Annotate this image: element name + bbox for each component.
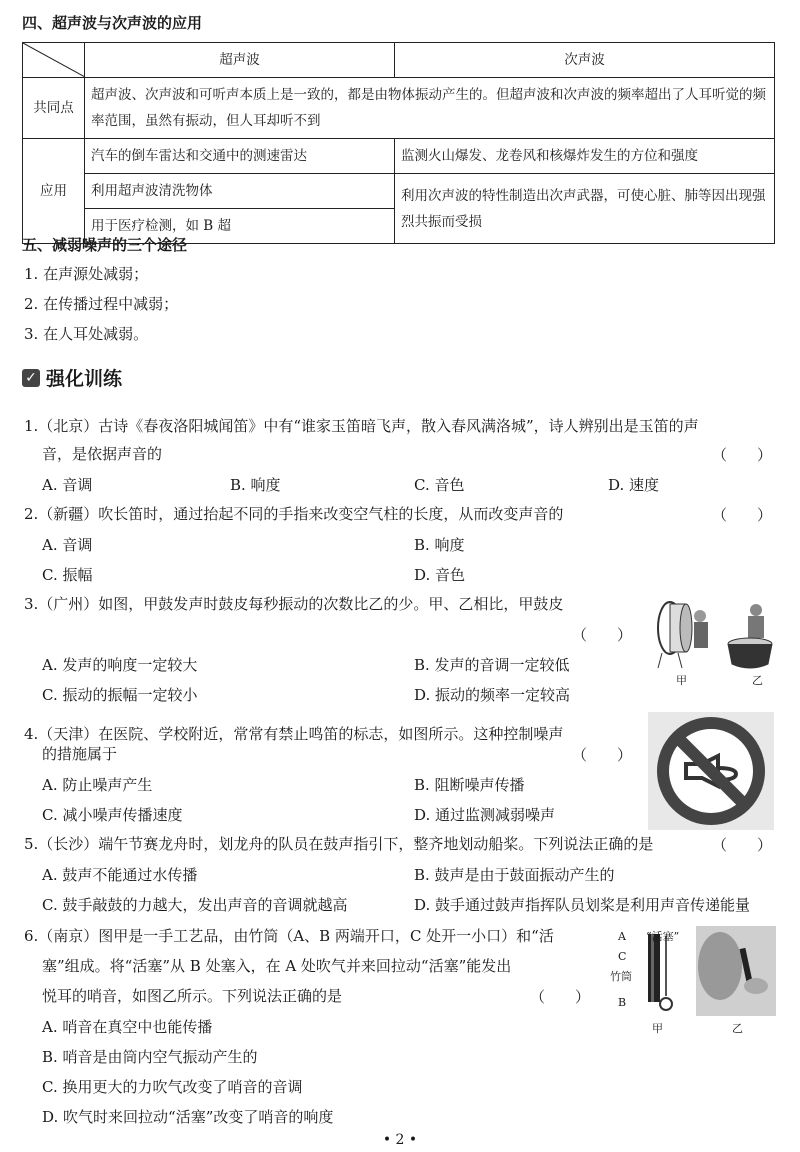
q2-option-b: B. 响度 [414, 536, 465, 554]
infra-app-1: 监测火山爆发、龙卷风和核爆炸发生的方位和强度 [395, 139, 775, 174]
q3-fig-label-yi: 乙 [752, 674, 763, 687]
q3-option-c: C. 振动的振幅一定较小 [42, 686, 198, 704]
q6-stem-line-2: 塞”组成。将“活塞”从 B 处塞入，在 A 处吹气并来回拉动“活塞”能发出 [42, 957, 512, 975]
q5-option-c: C. 鼓手敲鼓的力越大，发出声音的音调就越高 [42, 896, 348, 914]
q6-answer-paren: （ ） [530, 988, 591, 1006]
q1-answer-paren: （ ） [712, 446, 773, 464]
header-ultrasonic: 超声波 [85, 43, 395, 78]
q4-stem-line-1: 4.（天津）在医院、学校附近，常常有禁止鸣笛的标志，如图所示。这种控制噪声 [24, 725, 564, 743]
row-label-common: 共同点 [23, 78, 85, 139]
q2-answer-paren: （ ） [712, 506, 773, 524]
q3-answer-paren: （ ） [572, 626, 633, 644]
q6-option-c: C. 换用更大的力吹气改变了哨音的音调 [42, 1078, 303, 1096]
q6-fig-label-jia: 甲 [652, 1022, 663, 1035]
q6-mark-zhutong: 竹筒 [610, 970, 632, 983]
q4-option-d: D. 通过监测减弱噪声 [414, 806, 556, 824]
training-heading [22, 364, 122, 391]
q1-option-d: D. 速度 [608, 476, 660, 494]
drum-jia-illustration [658, 602, 708, 668]
no-horn-sign-icon [648, 712, 774, 830]
row-label-application: 应用 [23, 139, 85, 244]
q6-fig-label-yi: 乙 [732, 1022, 743, 1035]
section-5-title: 五、减弱噪声的三个途径 [22, 236, 188, 254]
q4-option-b: B. 阻断噪声传播 [414, 776, 525, 794]
noise-item-2: 2. 在传播过程中减弱； [24, 295, 179, 313]
q2-option-c: C. 振幅 [42, 566, 93, 584]
ultra-app-2: 利用超声波清洗物体 [85, 174, 395, 209]
q3-option-a: A. 发声的响度一定较大 [42, 656, 198, 674]
q5-option-b: B. 鼓声是由于鼓面振动产生的 [414, 866, 615, 884]
training-title: 强化训练 [46, 368, 123, 390]
q4-stem-line-2: 的措施属于 [42, 745, 118, 763]
q3-option-d: D. 振动的频率一定较高 [414, 686, 571, 704]
q6-mark-huosai: “活塞” [646, 930, 680, 943]
q5-stem: 5.（长沙）端午节赛龙舟时，划龙舟的队员在鼓声指引下，整齐地划动船桨。下列说法正确的是 [24, 835, 654, 853]
diagonal-line [23, 43, 85, 77]
q6-stem-line-1: 6.（南京）图甲是一手工艺品，由竹筒（A、B 两端开口，C 处开一小口）和“活 [24, 927, 554, 945]
common-text: 超声波、次声波和可听声本质上是一致的，都是由物体振动产生的。但超声波和次声波的频率超出了人耳听觉的频率范围，虽然有振动，但人耳却听不到 [85, 78, 775, 139]
q2-stem: 2.（新疆）吹长笛时，通过抬起不同的手指来改变空气柱的长度，从而改变声音的 [24, 505, 564, 523]
q6-mark-b: B [618, 996, 627, 1009]
q6-mark-a: A [618, 930, 626, 943]
header-infrasonic: 次声波 [395, 43, 775, 78]
noise-item-3: 3. 在人耳处减弱。 [24, 325, 149, 343]
q2-option-a: A. 音调 [42, 536, 93, 554]
drum-yi-illustration [728, 604, 772, 668]
q4-option-a: A. 防止噪声产生 [42, 776, 153, 794]
bamboo-tube-illustration [648, 934, 672, 1010]
person-blowing-illustration [696, 926, 776, 1016]
q4-option-c: C. 减小噪声传播速度 [42, 806, 183, 824]
table-corner-cell [23, 43, 85, 78]
q6-option-d: D. 吹气时来回拉动“活塞”改变了哨音的响度 [42, 1108, 334, 1126]
q1-stem-line-1: 1.（北京）古诗《春夜洛阳城闻笛》中有“谁家玉笛暗飞声，散入春风满洛城”，诗人辨别出是玉笛的声 [24, 417, 699, 435]
q6-option-b: B. 哨音是由筒内空气振动产生的 [42, 1048, 258, 1066]
q1-option-c: C. 音色 [414, 476, 465, 494]
check-icon: ✓ [22, 369, 40, 387]
ultra-app-1: 汽车的倒车雷达和交通中的测速雷达 [85, 139, 395, 174]
q4-answer-paren: （ ） [572, 746, 633, 764]
q3-option-b: B. 发声的音调一定较低 [414, 656, 570, 674]
q5-answer-paren: （ ） [712, 836, 773, 854]
q5-option-d: D. 鼓手通过鼓声指挥队员划桨是利用声音传递能量 [414, 896, 751, 914]
section-4-title: 四、超声波与次声波的应用 [22, 14, 203, 32]
infra-app-2: 利用次声波的特性制造出次声武器，可使心脏、肺等因出现强烈共振而受损 [395, 174, 775, 244]
q6-stem-line-3: 悦耳的哨音，如图乙所示。下列说法正确的是 [42, 987, 343, 1005]
q2-option-d: D. 音色 [414, 566, 466, 584]
q1-option-b: B. 响度 [230, 476, 281, 494]
q5-option-a: A. 鼓声不能通过水传播 [42, 866, 198, 884]
q1-stem-line-2: 音，是依据声音的 [42, 445, 163, 463]
bamboo-whistle-figure [620, 926, 776, 1016]
q6-mark-c: C [618, 950, 627, 963]
q6-option-a: A. 哨音在真空中也能传播 [42, 1018, 213, 1036]
noise-item-1: 1. 在声源处减弱； [24, 265, 149, 283]
ultrasonic-infrasonic-table [22, 42, 775, 244]
q1-option-a: A. 音调 [42, 476, 93, 494]
page-number: • 2 • [382, 1132, 418, 1148]
q3-fig-label-jia: 甲 [676, 674, 687, 687]
ultra-app-3: 用于医疗检测，如 B 超 [85, 209, 395, 244]
q3-stem: 3.（广州）如图，甲鼓发声时鼓皮每秒振动的次数比乙的少。甲、乙相比，甲鼓皮 [24, 595, 564, 613]
